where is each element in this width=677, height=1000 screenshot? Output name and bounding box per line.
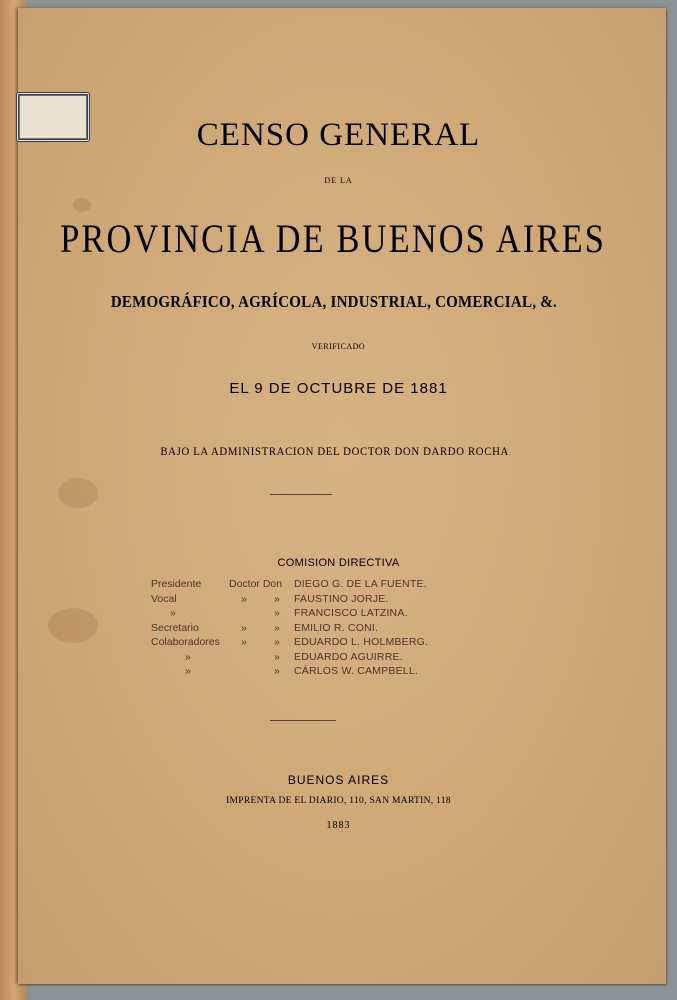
ditto-mark: » [241, 636, 247, 648]
committee-row [0, 622, 677, 637]
ditto-mark: » [241, 592, 247, 605]
committee-list [0, 578, 677, 680]
committee-row [0, 636, 677, 651]
committee-member-name: EDUARDO L. HOLMBERG. [294, 636, 429, 648]
subtitle: DEMOGRÁFICO, AGRÍCOLA, INDUSTRIAL, COMERCIAL, &. [110, 292, 557, 311]
committee-member-name: EDUARDO AGUIRRE. [294, 650, 403, 663]
committee-role: Vocal [151, 592, 177, 605]
title-page [18, 8, 666, 984]
committee-member-name: FRANCISCO LATZINA. [294, 607, 408, 619]
committee-member-name: EMILIO R. CONI. [294, 621, 379, 634]
ditto-mark: » [170, 607, 176, 619]
imprint-city: BUENOS AIRES [287, 773, 390, 787]
committee-member-name: DIEGO G. DE LA FUENTE. [294, 578, 427, 590]
committee-member-name: FAUSTINO JORJE. [294, 592, 389, 605]
ditto-mark: » [274, 592, 280, 605]
imprint-printer: IMPRENTA DE EL DIARIO, 110, SAN MARTIN, 118 [226, 796, 451, 806]
paper-stain [58, 478, 98, 508]
committee-row [0, 578, 677, 593]
committee-role: Presidente [151, 578, 202, 590]
committee-row [0, 651, 677, 666]
ditto-mark: » [274, 665, 280, 677]
title-line-1: CENSO GENERAL [196, 117, 481, 153]
committee-row [0, 665, 677, 680]
administration-line: BAJO LA ADMINISTRACION DEL DOCTOR DON DARDO ROCHA [160, 444, 509, 458]
title-connector: DE LA [324, 176, 353, 185]
census-date: EL 9 DE OCTUBRE DE 1881 [229, 380, 448, 397]
committee-honorific: Doctor Don [229, 578, 283, 590]
committee-role: Secretario [151, 621, 199, 634]
divider-rule [270, 494, 332, 495]
ditto-mark: » [185, 650, 191, 663]
ditto-mark: » [274, 636, 280, 648]
ditto-mark: » [274, 607, 280, 619]
title-line-2: PROVINCIA DE BUENOS AIRES [60, 216, 607, 261]
ditto-mark: » [274, 650, 280, 663]
committee-row [0, 607, 677, 622]
paper-stain [73, 198, 91, 212]
ditto-mark: » [241, 621, 247, 634]
committee-heading: COMISION DIRECTIVA [277, 557, 400, 569]
divider-rule [270, 720, 336, 721]
imprint-year: 1883 [326, 820, 351, 831]
committee-role: Colaboradores [151, 636, 220, 648]
ditto-mark: » [274, 621, 280, 634]
committee-row [0, 593, 677, 608]
committee-member-name: CÁRLOS W. CAMPBELL. [294, 665, 419, 677]
ditto-mark: » [185, 665, 191, 677]
verified-label: VERIFICADO [311, 342, 366, 351]
